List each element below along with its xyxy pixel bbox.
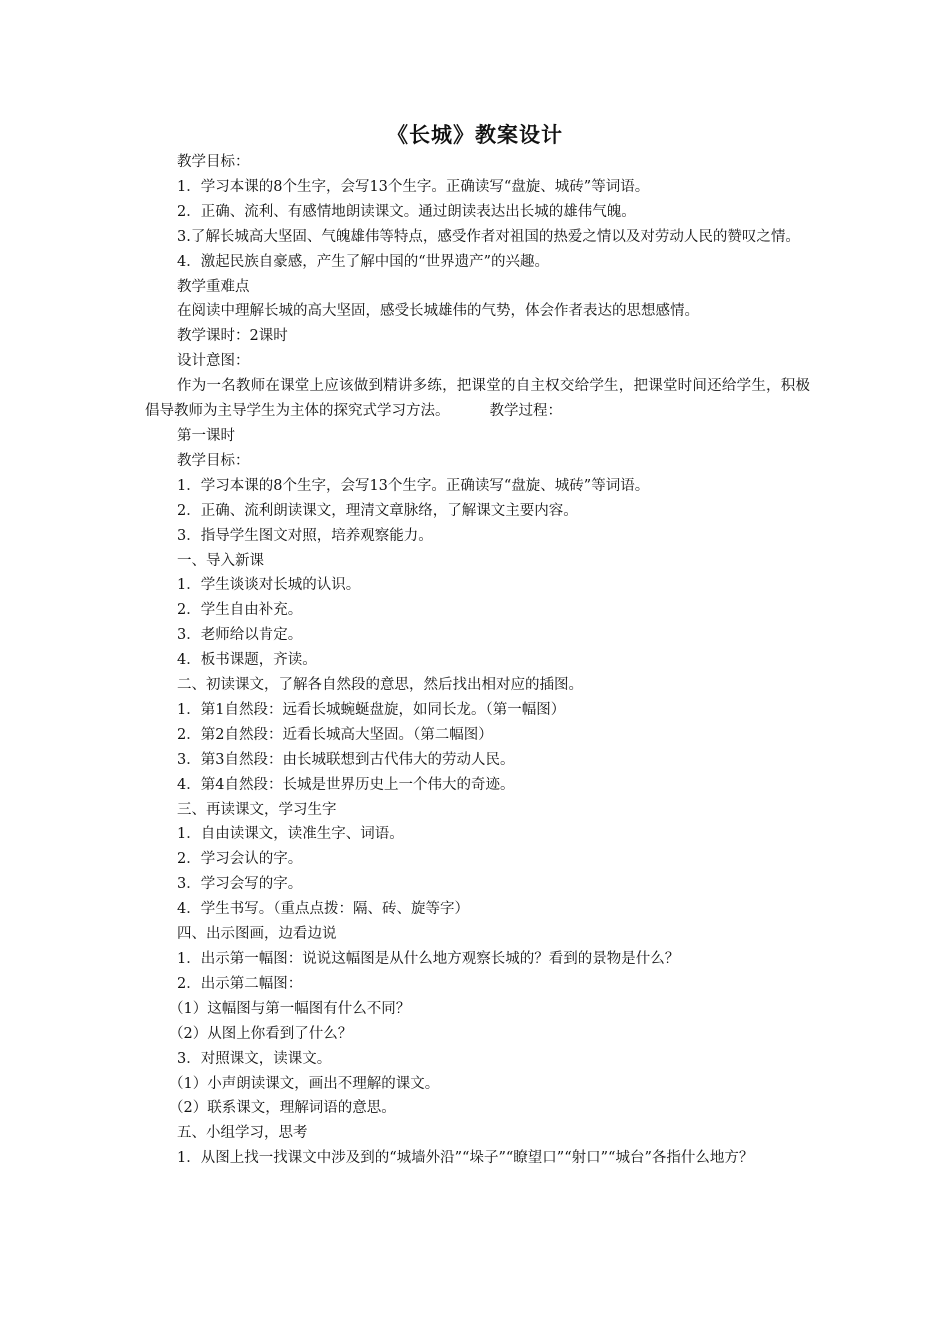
document-title: 《长城》教案设计 — [387, 122, 563, 147]
paragraph — [145, 374, 810, 424]
paragraph: 2．学习会认的字。 — [177, 851, 303, 868]
section-heading: 三、再读课文，学习生字 — [177, 801, 337, 818]
paragraph: 设计意图： — [177, 353, 250, 370]
paragraph: 2．出示第二幅图： — [177, 975, 303, 992]
paragraph: 4．激起民族自豪感，产生了解中国的“世界遗产”的兴趣。 — [177, 253, 550, 270]
paragraph-text: 作为一名教师在课堂上应该做到精讲多练，把课堂的自主权交给学生，把课堂时间还给学生，积极倡导教师为主导学生为主体的探究式学习方法。 — [145, 378, 810, 420]
paragraph: 教学目标： — [177, 154, 250, 170]
paragraph: 3．老师给以肯定。 — [177, 627, 303, 644]
section-heading: 第一课时 — [177, 427, 235, 444]
section-heading: 五、小组学习，思考 — [177, 1125, 308, 1142]
section-heading: 教学重难点 — [177, 278, 250, 295]
paragraph: 教学目标： — [177, 452, 250, 469]
paragraph: 在阅读中理解长城的高大坚固，感受长城雄伟的气势，体会作者表达的思想感情。 — [177, 303, 699, 320]
paragraph: 3.了解长城高大坚固、气魄雄伟等特点，感受作者对祖国的热爱之情以及对劳动人民的赞叹之情。 — [177, 228, 800, 245]
paragraph: 2．第2自然段：近看长城高大坚固。（第二幅图） — [177, 726, 493, 743]
paragraph: （2）从图上你看到了什么？ — [169, 1025, 353, 1042]
paragraph: 2．正确、流利朗读课文，理清文章脉络，了解课文主要内容。 — [177, 502, 578, 519]
paragraph: （1）小声朗读课文，画出不理解的课文。 — [169, 1075, 440, 1092]
paragraph: 1．学习本课的8个生字，会写13个生字。正确读写“盘旋、城砖”等词语。 — [177, 178, 650, 195]
document-body — [145, 150, 810, 1171]
paragraph: （2）联系课文，理解词语的意思。 — [169, 1100, 396, 1117]
paragraph: 1．学生谈谈对长城的认识。 — [177, 577, 361, 594]
paragraph: 3．第3自然段：由长城联想到古代伟大的劳动人民。 — [177, 751, 515, 768]
paragraph: 4．学生书写。（重点点拨：隔、砖、旋等字） — [177, 901, 469, 918]
section-heading: 四、出示图画，边看边说 — [177, 926, 337, 943]
section-heading: 一、导入新课 — [177, 552, 264, 569]
paragraph: 1．自由读课文，读准生字、词语。 — [177, 826, 404, 843]
paragraph: （1）这幅图与第一幅图有什么不同？ — [169, 1000, 411, 1017]
paragraph: 4．第4自然段：长城是世界历史上一个伟大的奇迹。 — [177, 776, 515, 793]
paragraph: 1．从图上找一找课文中涉及到的“城墙外沿”“垛子”“瞭望口”“射口”“城台”各指什么地方？ — [177, 1150, 754, 1167]
paragraph: 2．正确、流利、有感情地朗读课文。通过朗读表达出长城的雄伟气魄。 — [177, 203, 636, 220]
paragraph: 教学课时：2课时 — [177, 328, 288, 345]
paragraph: 3．学习会写的字。 — [177, 876, 303, 893]
section-heading: 二、初读课文，了解各自然段的意思，然后找出相对应的插图。 — [177, 677, 583, 694]
paragraph: 2．学生自由补充。 — [177, 602, 303, 619]
paragraph: 3．对照课文，读课文。 — [177, 1050, 332, 1067]
paragraph-text: 教学过程： — [489, 403, 562, 420]
paragraph: 3．指导学生图文对照，培养观察能力。 — [177, 527, 433, 544]
paragraph: 1．第1自然段：远看长城蜿蜒盘旋，如同长龙。（第一幅图） — [177, 701, 566, 718]
paragraph: 4．板书课题，齐读。 — [177, 652, 317, 669]
paragraph: 1．出示第一幅图：说说这幅图是从什么地方观察长城的？看到的景物是什么？ — [177, 951, 680, 967]
paragraph: 1．学习本课的8个生字，会写13个生字。正确读写“盘旋、城砖”等词语。 — [177, 477, 650, 494]
